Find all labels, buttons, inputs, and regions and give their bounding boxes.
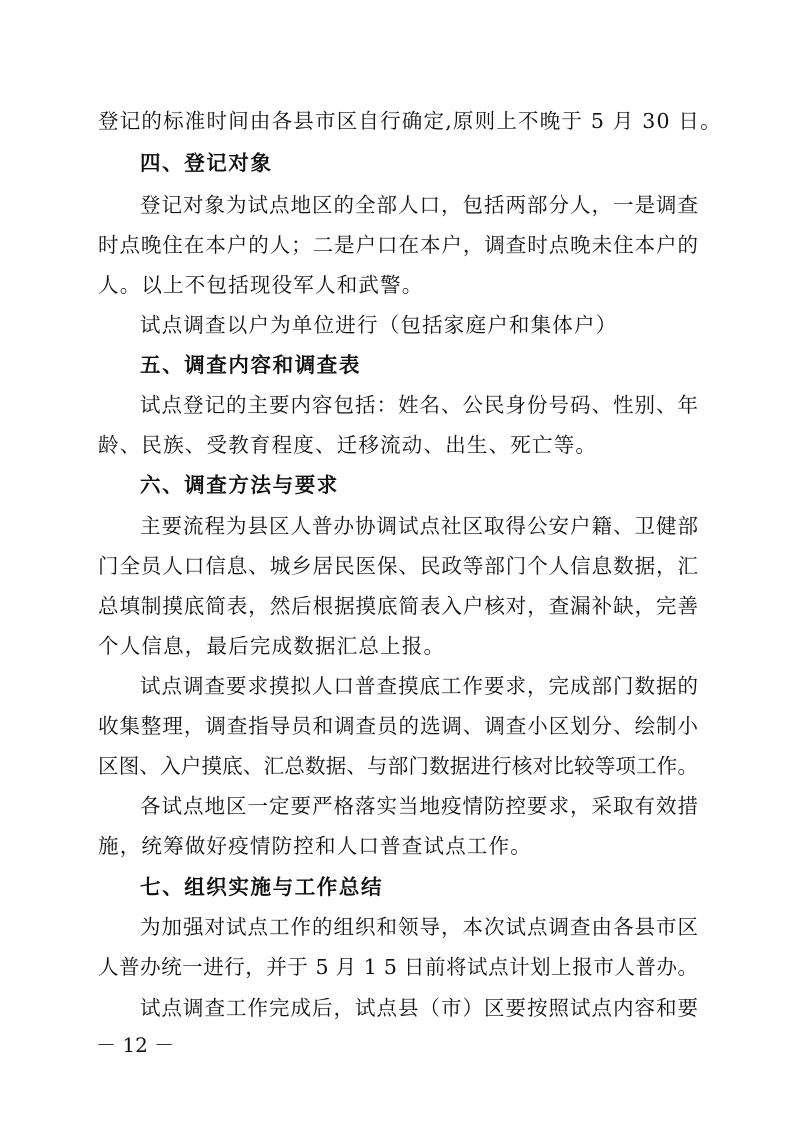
paragraph-line: 人。以上不包括现役军人和武警。 [98,273,424,297]
paragraph-line: 区图、入户摸底、汇总数据、与部门数据进行核对比较等项工作。 [98,754,698,778]
paragraph-line: 登记的标准时间由各县市区自行确定,原则上不晚于 5 月 30 日。 [98,109,722,133]
paragraph-line: 为加强对试点工作的组织和领导，本次试点调查由各县市区 [140,915,698,939]
paragraph-line: 时点晚住在本户的人；二是户口在本户，调查时点晚未住本户的 [98,233,698,257]
paragraph-line: 主要流程为县区人普办协调试点社区取得公安户籍、卫健部 [140,514,698,538]
paragraph-line: 试点登记的主要内容包括：姓名、公民身份号码、性别、年 [140,393,698,417]
paragraph-line: 各试点地区一定要严格落实当地疫情防控要求，采取有效措 [140,794,698,818]
paragraph-line: 人普办统一进行，并于 5 月 1 5 日前将试点计划上报市人普办。 [98,955,698,979]
paragraph-line: 登记对象为试点地区的全部人口，包括两部分人，一是调查 [140,193,698,217]
paragraph-line: 收集整理，调查指导员和调查员的选调、调查小区划分、绘制小 [98,714,698,738]
page-number: － 12 － [96,1033,175,1057]
section-heading-4: 四、登记对象 [140,151,273,175]
paragraph-line: 总填制摸底简表，然后根据摸底简表入户核对，查漏补缺，完善 [98,594,698,618]
section-heading-7: 七、组织实施与工作总结 [140,875,384,899]
paragraph-line: 试点调查以户为单位进行（包括家庭户和集体户） [140,313,618,337]
paragraph-line: 龄、民族、受教育程度、迁移流动、出生、死亡等。 [98,433,598,457]
paragraph-line: 个人信息，最后完成数据汇总上报。 [98,634,446,658]
section-heading-5: 五、调查内容和调查表 [140,353,361,377]
section-heading-6: 六、调查方法与要求 [140,473,339,497]
paragraph-line: 试点调查要求摸拟人口普查摸底工作要求，完成部门数据的 [140,674,698,698]
paragraph-line: 试点调查工作完成后，试点县（市）区要按照试点内容和要 [140,996,698,1020]
paragraph-line: 门全员人口信息、城乡居民医保、民政等部门个人信息数据，汇 [98,554,698,578]
paragraph-line: 施，统筹做好疫情防控和人口普查试点工作。 [98,834,532,858]
